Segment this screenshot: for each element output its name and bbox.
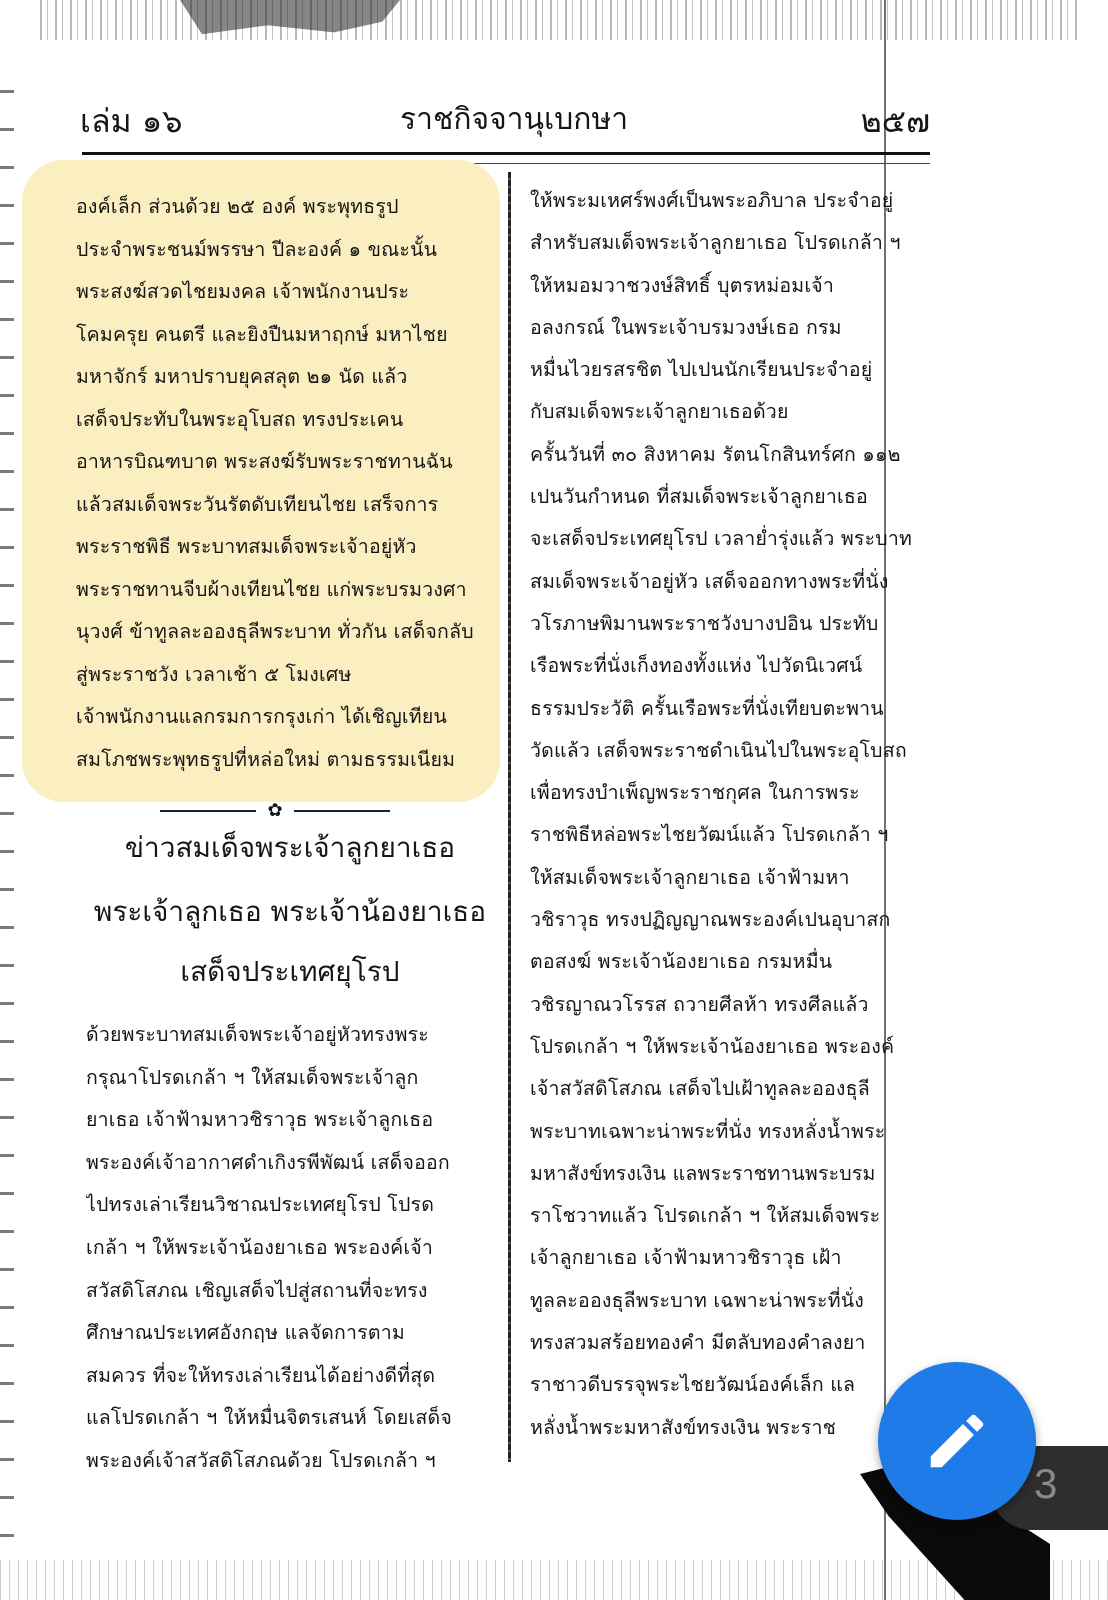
text-line: องค์เล็ก ส่วนด้วย ๒๕ องค์ พระพุทธรูป bbox=[76, 195, 399, 218]
text-line: ราโชวาทแล้ว โปรดเกล้า ฯ ให้สมเด็จพระ bbox=[530, 1204, 881, 1228]
page-indicator-number: 3 bbox=[1034, 1460, 1058, 1507]
text-line: ประจำพระชนม์พรรษา ปีละองค์ ๑ ขณะนั้น bbox=[76, 237, 438, 261]
text-line: มหาจักร์ มหาปราบยุคสลุต ๒๑ นัด แล้ว bbox=[76, 365, 408, 388]
text-line: ครั้นวันที่ ๓๐ สิงหาคม รัตนโกสินทร์ศก ๑๑๒ bbox=[530, 442, 901, 466]
text-line: ยาเธอ เจ้าฟ้ามหาวชิราวุธ พระเจ้าลูกเธอ bbox=[86, 1108, 434, 1132]
left-column-bottom bbox=[86, 1014, 490, 1483]
right-column bbox=[530, 180, 946, 1449]
text-line: เจ้าลูกยาเธอ เจ้าฟ้ามหาวชิราวุธ เฝ้า bbox=[530, 1246, 842, 1270]
ornament-symbol: ✿ bbox=[267, 800, 283, 821]
text-line: กับสมเด็จพระเจ้าลูกยาเธอด้วย bbox=[530, 400, 789, 424]
text-line: วชิราวุธ ทรงปฏิญญาณพระองค์เปนอุบาสก bbox=[530, 908, 891, 932]
text-line: ทูลละอองธุลีพระบาท เฉพาะน่าพระที่นั่ง bbox=[530, 1288, 865, 1312]
news-title-line-3: เสด็จประเทศยุโรป bbox=[180, 955, 400, 988]
text-line: หมื่นไวยรสรชิต ไปเปนนักเรียนประจำอยู่ bbox=[530, 358, 873, 382]
text-line: ไปทรงเล่าเรียนวิชาณประเทศยุโรป โปรด bbox=[86, 1193, 435, 1217]
text-line: เกล้า ฯ ให้พระเจ้าน้องยาเธอ พระองค์เจ้า bbox=[86, 1235, 434, 1259]
news-title-line-1: ข่าวสมเด็จพระเจ้าลูกยาเธอ bbox=[124, 831, 456, 864]
text-line: วัดแล้ว เสด็จพระราชดำเนินไปในพระอุโบสถ bbox=[530, 738, 907, 762]
text-line: เปนวันกำหนด ที่สมเด็จพระเจ้าลูกยาเธอ bbox=[530, 485, 868, 509]
edit-button[interactable] bbox=[878, 1362, 1036, 1520]
section-ornament bbox=[160, 800, 390, 822]
news-title-line-2: พระเจ้าลูกเธอ พระเจ้าน้องยาเธอ bbox=[93, 895, 487, 928]
text-line: พระองค์เจ้าอากาศดำเกิงรพีพัฒน์ เสด็จออก bbox=[86, 1150, 450, 1174]
text-line: วโรภาษพิมานพระราชวังบางปอิน ประทับ bbox=[530, 611, 879, 635]
text-line: เรือพระที่นั่งเก็งทองทั้งแห่ง ไปวัดนิเวศน์ bbox=[530, 654, 863, 678]
text-line: แล้วสมเด็จพระวันรัตดับเทียนไชย เสร็จการ bbox=[76, 492, 439, 516]
text-line: หลั่งน้ำพระมหาสังข์ทรงเงิน พระราช bbox=[530, 1415, 837, 1439]
text-line: สวัสดิโสภณ เชิญเสด็จไปสู่สถานที่จะทรง bbox=[86, 1278, 428, 1302]
text-line: ธรรมประวัติ ครั้นเรือพระที่นั่งเทียบตะพาน bbox=[530, 696, 884, 720]
text-line: เจ้าพนักงานแลกรมการกรุงเก่า ได้เชิญเทียน bbox=[76, 705, 447, 728]
page-header bbox=[80, 96, 930, 146]
text-line: สมโภชพระพุทธรูปที่หล่อใหม่ ตามธรรมเนียม bbox=[76, 747, 456, 771]
text-line: ให้พระมเหศร์พงศ์เป็นพระอภิบาล ประจำอยู่ bbox=[530, 189, 894, 212]
text-line: ทรงสวมสร้อยทองคำ มีตลับทองคำลงยา bbox=[530, 1331, 866, 1355]
left-column-top bbox=[76, 186, 496, 781]
text-line: สู่พระราชวัง เวลาเช้า ๕ โมงเศษ bbox=[76, 662, 352, 686]
text-line: พระบาทเฉพาะน่าพระที่นั่ง ทรงหลั่งน้ำพระ bbox=[530, 1119, 886, 1143]
text-line: จะเสด็จประเทศยุโรป เวลาย่ำรุ่งแล้ว พระบาท bbox=[530, 527, 913, 551]
text-line: อลงกรณ์ ในพระเจ้าบรมวงษ์เธอ กรม bbox=[530, 315, 842, 339]
text-line: พระราชพิธี พระบาทสมเด็จพระเจ้าอยู่หัว bbox=[76, 535, 417, 558]
text-line: โปรดเกล้า ฯ ให้พระเจ้าน้องยาเธอ พระองค์ bbox=[530, 1034, 895, 1058]
text-line: วชิรญาณวโรรส ถวายศีลห้า ทรงศีลแล้ว bbox=[530, 992, 869, 1016]
volume-label: เล่ม ๑๖ bbox=[80, 102, 183, 140]
text-line: กรุณาโปรดเกล้า ฯ ให้สมเด็จพระเจ้าลูก bbox=[86, 1065, 419, 1089]
text-line: ศึกษาณประเทศอังกฤษ แลจัดการตาม bbox=[86, 1321, 405, 1345]
text-line: สมควร ที่จะให้ทรงเล่าเรียนได้อย่างดีที่สุด bbox=[86, 1363, 436, 1387]
text-line: เสด็จประทับในพระอุโบสถ ทรงประเคน bbox=[76, 407, 404, 431]
text-line: นุวงศ์ ข้าทูลละอองธุลีพระบาท ทั่วกัน เสด็จกลับ bbox=[76, 620, 474, 643]
text-line: สำหรับสมเด็จพระเจ้าลูกยาเธอ โปรดเกล้า ฯ bbox=[530, 231, 901, 255]
text-line: ราชพิธีหล่อพระไชยวัฒน์แล้ว โปรดเกล้า ฯ bbox=[530, 823, 889, 847]
text-line: ตอสงฆ์ พระเจ้าน้องยาเธอ กรมหมื่น bbox=[530, 950, 833, 974]
text-line: มหาสังข์ทรงเงิน แลพระราชทานพระบรม bbox=[530, 1161, 876, 1185]
column-divider bbox=[508, 172, 511, 1462]
gazette-title: ราชกิจจานุเบกษา bbox=[400, 102, 629, 137]
text-line: ราชาวดีบรรจุพระไชยวัฒน์องค์เล็ก แล bbox=[530, 1373, 856, 1397]
text-line: ให้สมเด็จพระเจ้าลูกยาเธอ เจ้าฟ้ามหา bbox=[530, 865, 850, 889]
text-line: พระราชทานจีบผ้างเทียนไชย แก่พระบรมวงศา bbox=[76, 577, 467, 601]
scan-noise-left bbox=[0, 90, 14, 1570]
page-number: ๒๕๗ bbox=[860, 102, 930, 140]
text-line: ด้วยพระบาทสมเด็จพระเจ้าอยู่หัวทรงพระ bbox=[86, 1023, 429, 1046]
text-line: ให้หมอมวาชวงษ์สิทธิ์ บุตรหม่อมเจ้า bbox=[530, 273, 834, 297]
text-line: สมเด็จพระเจ้าอยู่หัว เสด็จออกทางพระที่นั่ง bbox=[530, 569, 889, 593]
text-line: เจ้าสวัสดิโสภณ เสด็จไปเฝ้าทูลละอองธุลี bbox=[530, 1077, 870, 1101]
text-line: แลโปรดเกล้า ฯ ให้หมื่นจิตรเสนห์ โดยเสด็จ bbox=[86, 1406, 452, 1430]
text-line: โคมครุย คนตรี และยิงปืนมหาฤกษ์ มหาไชย bbox=[76, 322, 448, 346]
text-line: พระองค์เจ้าสวัสดิโสภณด้วย โปรดเกล้า ฯ bbox=[86, 1448, 436, 1472]
pencil-icon bbox=[922, 1406, 992, 1476]
text-line: พระสงฆ์สวดไชยมงคล เจ้าพนักงานประ bbox=[76, 280, 410, 303]
text-line: อาหารบิณฑบาต พระสงฆ์รับพระราชทานฉัน bbox=[76, 450, 453, 473]
text-line: เพื่อทรงบำเพ็ญพระราชกุศล ในการพระ bbox=[530, 781, 860, 805]
